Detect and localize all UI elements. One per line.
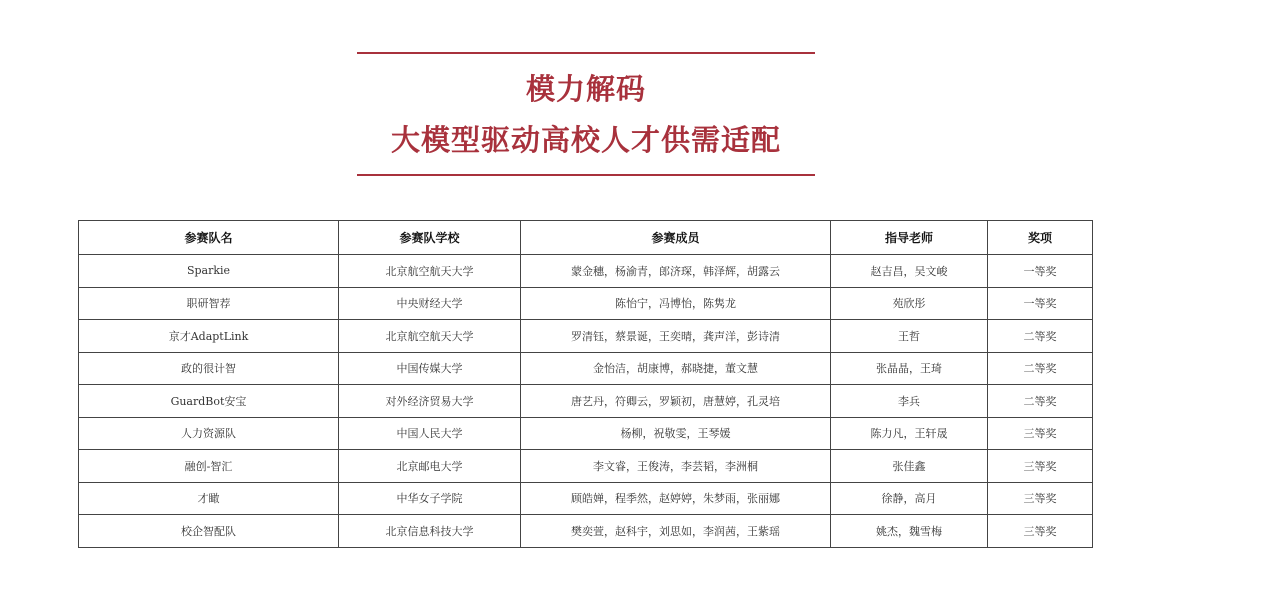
column-header-school: 参赛队学校: [339, 221, 521, 255]
school-cell: 北京邮电大学: [339, 450, 521, 483]
table-row: [79, 450, 1093, 483]
header-bottom-rule: [357, 174, 815, 176]
table-row: [79, 287, 1093, 320]
school-cell: 对外经济贸易大学: [339, 385, 521, 418]
table-row: [79, 515, 1093, 548]
team-name-cell: 才瞰: [79, 482, 339, 515]
column-header-advisors: 指导老师: [831, 221, 988, 255]
table-header-row: [79, 221, 1093, 255]
team-name-cell: 融创-智汇: [79, 450, 339, 483]
column-header-members: 参赛成员: [521, 221, 831, 255]
header-top-rule: [357, 52, 815, 54]
column-header-award: 奖项: [988, 221, 1093, 255]
advisors-cell: 赵吉昌，吴文峻: [831, 255, 988, 288]
school-cell: 北京航空航天大学: [339, 255, 521, 288]
members-cell: 罗清钰，蔡景诞，王奕晴，龚声洋，彭诗清: [521, 320, 831, 353]
award-cell: 二等奖: [988, 320, 1093, 353]
table-row: [79, 385, 1093, 418]
school-cell: 北京信息科技大学: [339, 515, 521, 548]
members-cell: 樊奕萱，赵科宇，刘思如，李润茜，王紫瑶: [521, 515, 831, 548]
award-cell: 一等奖: [988, 255, 1093, 288]
table-row: [79, 417, 1093, 450]
page-subtitle: 大模型驱动高校人才供需适配: [390, 123, 781, 157]
table-row: [79, 352, 1093, 385]
members-cell: 陈怡宁，冯博怡，陈隽龙: [521, 287, 831, 320]
advisors-cell: 李兵: [831, 385, 988, 418]
team-name-cell: GuardBot安宝: [79, 385, 339, 418]
members-cell: 杨柳，祝敬雯，王琴媛: [521, 417, 831, 450]
header-banner: [357, 52, 815, 176]
members-cell: 蒙金穗，杨渝青，郎济琛，韩泽辉，胡露云: [521, 255, 831, 288]
advisors-cell: 王哲: [831, 320, 988, 353]
page-title: 模力解码: [525, 72, 646, 106]
table-row: [79, 482, 1093, 515]
team-name-cell: 京才AdaptLink: [79, 320, 339, 353]
team-name-cell: 职研智荐: [79, 287, 339, 320]
advisors-cell: 姚杰，魏雪梅: [831, 515, 988, 548]
school-cell: 中国人民大学: [339, 417, 521, 450]
award-cell: 三等奖: [988, 450, 1093, 483]
award-cell: 二等奖: [988, 385, 1093, 418]
members-cell: 唐艺丹，符卿云，罗颖初，唐慧婷，孔灵培: [521, 385, 831, 418]
members-cell: 顾皓婵，程季然，赵婷婷，朱梦雨，张丽娜: [521, 482, 831, 515]
team-name-cell: 人力资源队: [79, 417, 339, 450]
team-name-cell: 校企智配队: [79, 515, 339, 548]
advisors-cell: 苑欣彤: [831, 287, 988, 320]
team-name-cell: Sparkie: [79, 255, 339, 288]
school-cell: 中国传媒大学: [339, 352, 521, 385]
award-cell: 二等奖: [988, 352, 1093, 385]
school-cell: 北京航空航天大学: [339, 320, 521, 353]
awards-table: [78, 220, 1093, 548]
table-row: [79, 255, 1093, 288]
members-cell: 李文睿，王俊涛，李芸韬，李洲桐: [521, 450, 831, 483]
advisors-cell: 陈力凡，王轩晟: [831, 417, 988, 450]
advisors-cell: 张佳鑫: [831, 450, 988, 483]
school-cell: 中央财经大学: [339, 287, 521, 320]
advisors-cell: 张晶晶，王琦: [831, 352, 988, 385]
award-cell: 三等奖: [988, 482, 1093, 515]
team-name-cell: 政的很计智: [79, 352, 339, 385]
award-cell: 三等奖: [988, 515, 1093, 548]
award-cell: 三等奖: [988, 417, 1093, 450]
members-cell: 金怡洁，胡康博，郝晓捷，董文慧: [521, 352, 831, 385]
advisors-cell: 徐静，高月: [831, 482, 988, 515]
school-cell: 中华女子学院: [339, 482, 521, 515]
award-cell: 一等奖: [988, 287, 1093, 320]
column-header-team-name: 参赛队名: [79, 221, 339, 255]
table-row: [79, 320, 1093, 353]
